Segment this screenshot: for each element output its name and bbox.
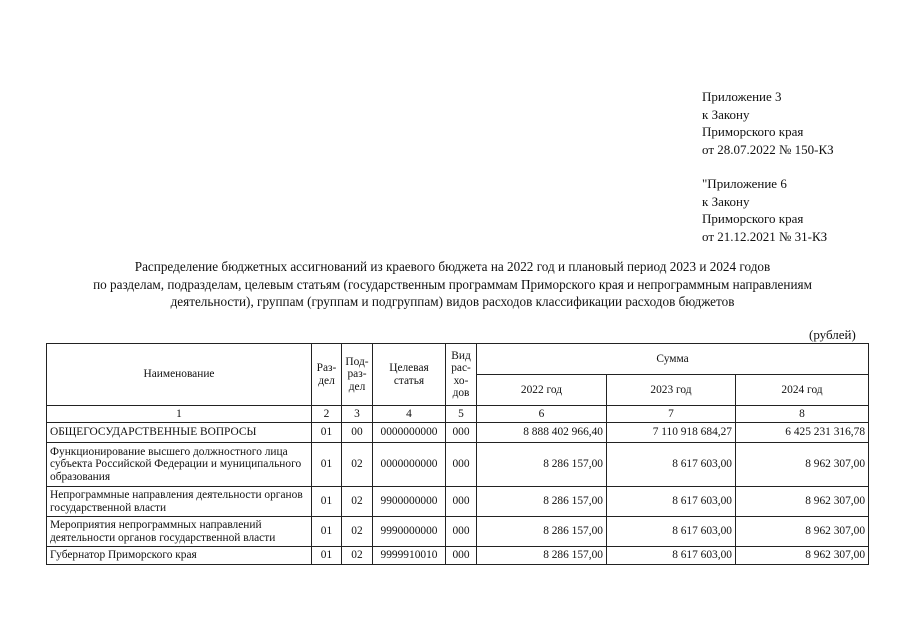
row-name: Губернатор Приморского края	[47, 547, 312, 565]
row-sum-2022: 8 286 157,00	[477, 517, 607, 547]
table-row	[47, 443, 869, 487]
title-line: по разделам, подразделам, целевым статьям (государственным программам Приморского края и непрограммным направлениям	[93, 276, 812, 292]
header-2023: 2023 год	[607, 375, 736, 406]
column-number: 2	[312, 406, 342, 423]
row-target: 9900000000	[373, 487, 446, 517]
row-type: 000	[446, 423, 477, 443]
table-row	[47, 487, 869, 517]
row-sum-2023: 8 617 603,00	[607, 547, 736, 565]
appendix-original	[702, 175, 827, 245]
header-target: Целевая статья	[373, 344, 446, 406]
column-number-row	[47, 406, 869, 423]
row-sum-2023: 8 617 603,00	[607, 443, 736, 487]
table-row	[47, 517, 869, 547]
row-type: 000	[446, 547, 477, 565]
row-sum-2024: 8 962 307,00	[736, 443, 869, 487]
column-number: 6	[477, 406, 607, 423]
row-name: Непрограммные направления деятельности органов государственной власти	[47, 487, 312, 517]
row-target: 0000000000	[373, 443, 446, 487]
title-line: деятельности), группам (группам и подгруппам) видов расходов классификации расходов бюджетов	[170, 294, 735, 309]
row-sum-2024: 8 962 307,00	[736, 487, 869, 517]
row-target: 0000000000	[373, 423, 446, 443]
appendix-line: от 28.07.2022 № 150-КЗ	[702, 141, 834, 157]
column-number: 3	[342, 406, 373, 423]
row-section: 01	[312, 487, 342, 517]
row-type: 000	[446, 443, 477, 487]
row-subsection: 02	[342, 517, 373, 547]
column-number: 8	[736, 406, 869, 423]
appendix-line: Приморского края	[702, 211, 804, 226]
header-subsection: Под- раз- дел	[342, 344, 373, 406]
header-sum: Сумма	[477, 344, 869, 375]
row-sum-2024: 8 962 307,00	[736, 547, 869, 565]
header-name: Наименование	[47, 344, 312, 406]
appendix-line: к Закону	[702, 106, 750, 122]
header-type: Вид рас- хо- дов	[446, 344, 477, 406]
appendix-line: к Закону	[702, 193, 750, 209]
row-type: 000	[446, 487, 477, 517]
title-line: Распределение бюджетных ассигнований из краевого бюджета на 2022 год и плановый период 2023 и 2024 годов	[134, 259, 771, 274]
row-subsection: 02	[342, 443, 373, 487]
row-name: Мероприятия непрограммных направлений деятельности органов государственной власти	[47, 517, 312, 547]
row-sum-2023: 7 110 918 684,27	[607, 423, 736, 443]
row-sum-2023: 8 617 603,00	[607, 487, 736, 517]
row-sum-2022: 8 286 157,00	[477, 487, 607, 517]
row-name: Функционирование высшего должностного лица субъекта Российской Федерации и муниципального образования	[47, 443, 312, 487]
row-sum-2024: 8 962 307,00	[736, 517, 869, 547]
row-sum-2022: 8 286 157,00	[477, 547, 607, 565]
units-label: (рублей)	[809, 327, 856, 342]
column-number: 4	[373, 406, 446, 423]
row-section: 01	[312, 443, 342, 487]
table-row	[47, 547, 869, 565]
appendix-line: "Приложение 6	[702, 176, 787, 191]
row-sum-2023: 8 617 603,00	[607, 517, 736, 547]
row-target: 9990000000	[373, 517, 446, 547]
row-section: 01	[312, 423, 342, 443]
row-name: ОБЩЕГОСУДАРСТВЕННЫЕ ВОПРОСЫ	[47, 423, 312, 443]
appendix-line: Приложение 3	[702, 89, 782, 104]
header-2022: 2022 год	[477, 375, 607, 406]
document-title	[0, 258, 905, 311]
row-subsection: 02	[342, 547, 373, 565]
row-target: 9999910010	[373, 547, 446, 565]
column-number: 5	[446, 406, 477, 423]
row-sum-2022: 8 888 402 966,40	[477, 423, 607, 443]
appendix-current	[702, 88, 834, 158]
row-section: 01	[312, 547, 342, 565]
header-section: Раз- дел	[312, 344, 342, 406]
row-type: 000	[446, 517, 477, 547]
column-number: 1	[47, 406, 312, 423]
row-subsection: 02	[342, 487, 373, 517]
header-2024: 2024 год	[736, 375, 869, 406]
appendix-line: от 21.12.2021 № 31-КЗ	[702, 228, 828, 244]
column-number: 7	[607, 406, 736, 423]
row-sum-2024: 6 425 231 316,78	[736, 423, 869, 443]
row-section: 01	[312, 517, 342, 547]
appendix-line: Приморского края	[702, 124, 804, 139]
budget-table	[46, 343, 869, 565]
row-subsection: 00	[342, 423, 373, 443]
table-row	[47, 423, 869, 443]
row-sum-2022: 8 286 157,00	[477, 443, 607, 487]
